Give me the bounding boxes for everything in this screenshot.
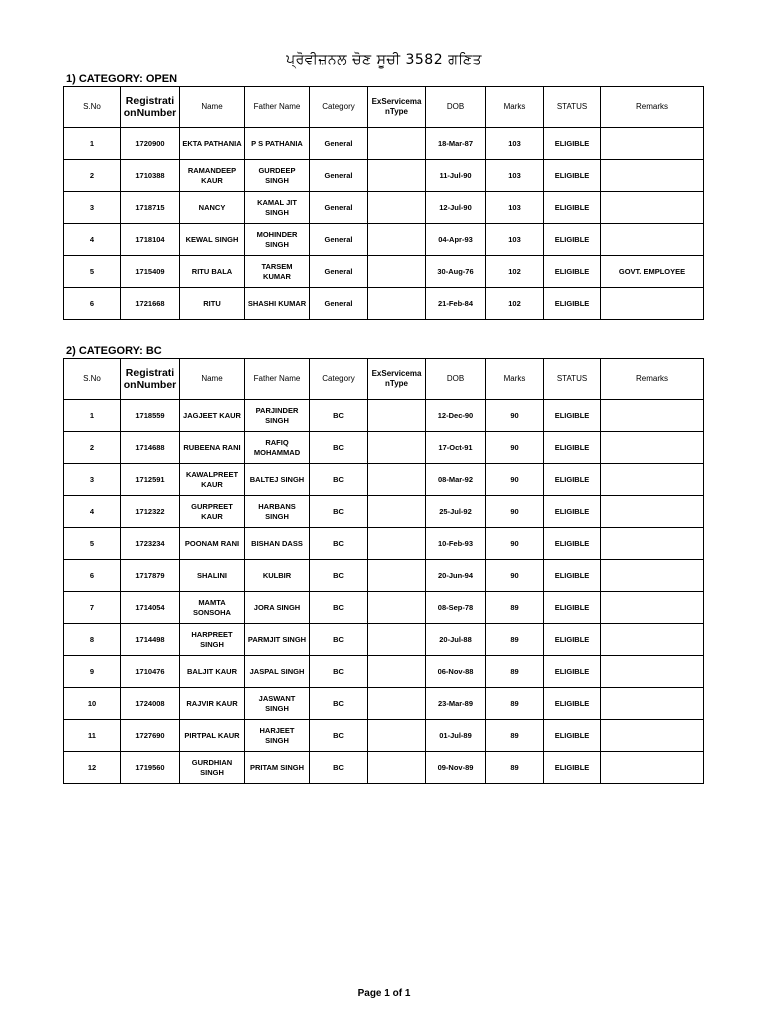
cell-father-name: JORA SINGH bbox=[245, 592, 310, 624]
cell-dob: 11-Jul-90 bbox=[426, 160, 486, 192]
cell-remarks bbox=[601, 624, 704, 656]
cell-dob: 20-Jun-94 bbox=[426, 560, 486, 592]
cell-name: KAWALPREET KAUR bbox=[180, 464, 245, 496]
cell-marks: 90 bbox=[486, 496, 544, 528]
cell-remarks bbox=[601, 720, 704, 752]
cell-status: ELIGIBLE bbox=[544, 160, 601, 192]
cell-exserviceman bbox=[368, 128, 426, 160]
cell-sno: 4 bbox=[64, 224, 121, 256]
cell-sno: 5 bbox=[64, 528, 121, 560]
cell-name: GURPREET KAUR bbox=[180, 496, 245, 528]
cell-category: BC bbox=[310, 624, 368, 656]
cell-dob: 18-Mar-87 bbox=[426, 128, 486, 160]
section-bc-label: 2) CATEGORY: BC bbox=[66, 345, 162, 357]
cell-category: General bbox=[310, 288, 368, 320]
cell-status: ELIGIBLE bbox=[544, 560, 601, 592]
table-row bbox=[64, 400, 704, 432]
cell-status: ELIGIBLE bbox=[544, 528, 601, 560]
cell-exserviceman bbox=[368, 656, 426, 688]
cell-status: ELIGIBLE bbox=[544, 224, 601, 256]
cell-sno: 1 bbox=[64, 400, 121, 432]
col-header-status: STATUS bbox=[544, 359, 601, 400]
cell-exserviceman bbox=[368, 496, 426, 528]
cell-sno: 6 bbox=[64, 560, 121, 592]
col-header-exserviceman: ExServicemanType bbox=[368, 87, 426, 128]
cell-dob: 01-Jul-89 bbox=[426, 720, 486, 752]
cell-remarks bbox=[601, 656, 704, 688]
cell-marks: 103 bbox=[486, 160, 544, 192]
table-row bbox=[64, 592, 704, 624]
cell-dob: 20-Jul-88 bbox=[426, 624, 486, 656]
col-header-dob: DOB bbox=[426, 359, 486, 400]
cell-dob: 09-Nov-89 bbox=[426, 752, 486, 784]
cell-name: BALJIT KAUR bbox=[180, 656, 245, 688]
cell-sno: 8 bbox=[64, 624, 121, 656]
cell-exserviceman bbox=[368, 752, 426, 784]
cell-remarks bbox=[601, 496, 704, 528]
cell-marks: 89 bbox=[486, 624, 544, 656]
cell-name: PIRTPAL KAUR bbox=[180, 720, 245, 752]
cell-marks: 89 bbox=[486, 656, 544, 688]
cell-sno: 9 bbox=[64, 656, 121, 688]
cell-sno: 10 bbox=[64, 688, 121, 720]
cell-registration: 1727690 bbox=[121, 720, 180, 752]
col-header-sno: S.No bbox=[64, 359, 121, 400]
cell-name: RITU BALA bbox=[180, 256, 245, 288]
cell-registration: 1723234 bbox=[121, 528, 180, 560]
cell-exserviceman bbox=[368, 592, 426, 624]
cell-marks: 103 bbox=[486, 224, 544, 256]
cell-sno: 7 bbox=[64, 592, 121, 624]
cell-dob: 17-Oct-91 bbox=[426, 432, 486, 464]
cell-status: ELIGIBLE bbox=[544, 752, 601, 784]
cell-dob: 08-Sep-78 bbox=[426, 592, 486, 624]
cell-sno: 2 bbox=[64, 160, 121, 192]
cell-father-name: PRITAM SINGH bbox=[245, 752, 310, 784]
table-row bbox=[64, 688, 704, 720]
cell-name: HARPREET SINGH bbox=[180, 624, 245, 656]
cell-marks: 90 bbox=[486, 464, 544, 496]
bc-category-table bbox=[63, 358, 704, 784]
cell-category: BC bbox=[310, 752, 368, 784]
cell-father-name: KULBIR bbox=[245, 560, 310, 592]
cell-exserviceman bbox=[368, 400, 426, 432]
cell-category: BC bbox=[310, 400, 368, 432]
cell-father-name: KAMAL JIT SINGH bbox=[245, 192, 310, 224]
cell-remarks bbox=[601, 224, 704, 256]
cell-father-name: RAFIQ MOHAMMAD bbox=[245, 432, 310, 464]
cell-status: ELIGIBLE bbox=[544, 400, 601, 432]
cell-remarks bbox=[601, 560, 704, 592]
cell-father-name: HARJEET SINGH bbox=[245, 720, 310, 752]
cell-status: ELIGIBLE bbox=[544, 432, 601, 464]
cell-remarks bbox=[601, 528, 704, 560]
cell-status: ELIGIBLE bbox=[544, 592, 601, 624]
cell-name: GURDHIAN SINGH bbox=[180, 752, 245, 784]
cell-dob: 04-Apr-93 bbox=[426, 224, 486, 256]
cell-registration: 1717879 bbox=[121, 560, 180, 592]
table-row bbox=[64, 192, 704, 224]
cell-registration: 1719560 bbox=[121, 752, 180, 784]
table-row bbox=[64, 224, 704, 256]
cell-marks: 102 bbox=[486, 256, 544, 288]
cell-status: ELIGIBLE bbox=[544, 688, 601, 720]
cell-status: ELIGIBLE bbox=[544, 624, 601, 656]
table-row bbox=[64, 752, 704, 784]
cell-father-name: BISHAN DASS bbox=[245, 528, 310, 560]
cell-exserviceman bbox=[368, 720, 426, 752]
table-row bbox=[64, 624, 704, 656]
cell-registration: 1724008 bbox=[121, 688, 180, 720]
cell-dob: 25-Jul-92 bbox=[426, 496, 486, 528]
cell-category: BC bbox=[310, 432, 368, 464]
cell-father-name: TARSEM KUMAR bbox=[245, 256, 310, 288]
cell-status: ELIGIBLE bbox=[544, 288, 601, 320]
cell-name: RUBEENA RANI bbox=[180, 432, 245, 464]
cell-exserviceman bbox=[368, 224, 426, 256]
cell-exserviceman bbox=[368, 160, 426, 192]
cell-registration: 1718715 bbox=[121, 192, 180, 224]
cell-father-name: JASWANT SINGH bbox=[245, 688, 310, 720]
cell-exserviceman bbox=[368, 560, 426, 592]
cell-dob: 06-Nov-88 bbox=[426, 656, 486, 688]
cell-marks: 102 bbox=[486, 288, 544, 320]
col-header-category: Category bbox=[310, 359, 368, 400]
cell-father-name: PARMJIT SINGH bbox=[245, 624, 310, 656]
cell-category: BC bbox=[310, 592, 368, 624]
cell-remarks bbox=[601, 432, 704, 464]
section-open-label: 1) CATEGORY: OPEN bbox=[66, 73, 178, 85]
cell-exserviceman bbox=[368, 288, 426, 320]
col-header-marks: Marks bbox=[486, 359, 544, 400]
cell-name: RAMANDEEP KAUR bbox=[180, 160, 245, 192]
cell-remarks bbox=[601, 592, 704, 624]
table-header-row bbox=[64, 87, 704, 128]
col-header-status: STATUS bbox=[544, 87, 601, 128]
cell-remarks bbox=[601, 464, 704, 496]
cell-category: BC bbox=[310, 560, 368, 592]
page-footer: Page 1 of 1 bbox=[357, 988, 411, 999]
cell-sno: 12 bbox=[64, 752, 121, 784]
open-category-table bbox=[63, 86, 704, 320]
cell-registration: 1721668 bbox=[121, 288, 180, 320]
cell-remarks bbox=[601, 400, 704, 432]
cell-name: KEWAL SINGH bbox=[180, 224, 245, 256]
bc-table-body bbox=[64, 400, 704, 784]
cell-sno: 3 bbox=[64, 464, 121, 496]
cell-marks: 90 bbox=[486, 528, 544, 560]
col-header-registration: RegistrationNumber bbox=[121, 359, 180, 400]
cell-remarks bbox=[601, 752, 704, 784]
cell-father-name: JASPAL SINGH bbox=[245, 656, 310, 688]
cell-name: MAMTA SONSOHA bbox=[180, 592, 245, 624]
cell-name: EKTA PATHANIA bbox=[180, 128, 245, 160]
cell-status: ELIGIBLE bbox=[544, 720, 601, 752]
cell-father-name: MOHINDER SINGH bbox=[245, 224, 310, 256]
cell-registration: 1712322 bbox=[121, 496, 180, 528]
cell-father-name: PARJINDER SINGH bbox=[245, 400, 310, 432]
cell-registration: 1714688 bbox=[121, 432, 180, 464]
table-header-row bbox=[64, 359, 704, 400]
page-title: ਪ੍ਰੋਵੀਜ਼ਨਲ ਚੋਣ ਸੂਚੀ 3582 ਗਣਿਤ bbox=[286, 52, 482, 68]
table-row bbox=[64, 160, 704, 192]
table-row bbox=[64, 496, 704, 528]
cell-category: General bbox=[310, 256, 368, 288]
cell-marks: 90 bbox=[486, 400, 544, 432]
col-header-dob: DOB bbox=[426, 87, 486, 128]
cell-registration: 1718104 bbox=[121, 224, 180, 256]
cell-sno: 11 bbox=[64, 720, 121, 752]
cell-marks: 90 bbox=[486, 560, 544, 592]
cell-dob: 23-Mar-89 bbox=[426, 688, 486, 720]
cell-exserviceman bbox=[368, 528, 426, 560]
cell-remarks bbox=[601, 192, 704, 224]
cell-marks: 89 bbox=[486, 720, 544, 752]
cell-dob: 10-Feb-93 bbox=[426, 528, 486, 560]
cell-sno: 5 bbox=[64, 256, 121, 288]
table-row bbox=[64, 464, 704, 496]
cell-name: POONAM RANI bbox=[180, 528, 245, 560]
col-header-father-name: Father Name bbox=[245, 87, 310, 128]
cell-category: General bbox=[310, 128, 368, 160]
cell-status: ELIGIBLE bbox=[544, 256, 601, 288]
cell-registration: 1718559 bbox=[121, 400, 180, 432]
table-row bbox=[64, 720, 704, 752]
cell-name: NANCY bbox=[180, 192, 245, 224]
cell-remarks bbox=[601, 160, 704, 192]
col-header-name: Name bbox=[180, 87, 245, 128]
cell-category: BC bbox=[310, 688, 368, 720]
cell-dob: 12-Dec-90 bbox=[426, 400, 486, 432]
cell-father-name: HARBANS SINGH bbox=[245, 496, 310, 528]
table-row bbox=[64, 656, 704, 688]
table-row bbox=[64, 256, 704, 288]
cell-name: SHALINI bbox=[180, 560, 245, 592]
cell-remarks bbox=[601, 288, 704, 320]
cell-marks: 89 bbox=[486, 688, 544, 720]
cell-registration: 1714498 bbox=[121, 624, 180, 656]
cell-father-name: SHASHI KUMAR bbox=[245, 288, 310, 320]
cell-marks: 90 bbox=[486, 432, 544, 464]
cell-category: BC bbox=[310, 496, 368, 528]
cell-father-name: P S PATHANIA bbox=[245, 128, 310, 160]
col-header-registration: RegistrationNumber bbox=[121, 87, 180, 128]
col-header-category: Category bbox=[310, 87, 368, 128]
cell-status: ELIGIBLE bbox=[544, 128, 601, 160]
cell-status: ELIGIBLE bbox=[544, 464, 601, 496]
cell-marks: 89 bbox=[486, 752, 544, 784]
col-header-name: Name bbox=[180, 359, 245, 400]
cell-father-name: GURDEEP SINGH bbox=[245, 160, 310, 192]
cell-remarks bbox=[601, 128, 704, 160]
cell-sno: 2 bbox=[64, 432, 121, 464]
cell-registration: 1715409 bbox=[121, 256, 180, 288]
cell-name: JAGJEET KAUR bbox=[180, 400, 245, 432]
col-header-sno: S.No bbox=[64, 87, 121, 128]
col-header-remarks: Remarks bbox=[601, 359, 704, 400]
table-row bbox=[64, 528, 704, 560]
cell-category: General bbox=[310, 160, 368, 192]
cell-exserviceman bbox=[368, 256, 426, 288]
cell-remarks bbox=[601, 688, 704, 720]
cell-dob: 12-Jul-90 bbox=[426, 192, 486, 224]
cell-dob: 08-Mar-92 bbox=[426, 464, 486, 496]
cell-sno: 3 bbox=[64, 192, 121, 224]
cell-remarks: GOVT. EMPLOYEE bbox=[601, 256, 704, 288]
table-row bbox=[64, 432, 704, 464]
cell-status: ELIGIBLE bbox=[544, 192, 601, 224]
cell-exserviceman bbox=[368, 192, 426, 224]
col-header-exserviceman: ExServicemanType bbox=[368, 359, 426, 400]
cell-status: ELIGIBLE bbox=[544, 656, 601, 688]
cell-name: RITU bbox=[180, 288, 245, 320]
cell-dob: 30-Aug-76 bbox=[426, 256, 486, 288]
cell-father-name: BALTEJ SINGH bbox=[245, 464, 310, 496]
cell-marks: 89 bbox=[486, 592, 544, 624]
cell-category: General bbox=[310, 224, 368, 256]
cell-sno: 4 bbox=[64, 496, 121, 528]
cell-marks: 103 bbox=[486, 128, 544, 160]
table-row bbox=[64, 560, 704, 592]
table-row bbox=[64, 128, 704, 160]
cell-registration: 1710476 bbox=[121, 656, 180, 688]
table-row bbox=[64, 288, 704, 320]
cell-dob: 21-Feb-84 bbox=[426, 288, 486, 320]
cell-status: ELIGIBLE bbox=[544, 496, 601, 528]
cell-registration: 1720900 bbox=[121, 128, 180, 160]
cell-registration: 1710388 bbox=[121, 160, 180, 192]
cell-category: BC bbox=[310, 528, 368, 560]
col-header-marks: Marks bbox=[486, 87, 544, 128]
cell-sno: 1 bbox=[64, 128, 121, 160]
cell-sno: 6 bbox=[64, 288, 121, 320]
cell-category: BC bbox=[310, 720, 368, 752]
open-table-body bbox=[64, 128, 704, 320]
cell-name: RAJVIR KAUR bbox=[180, 688, 245, 720]
col-header-father-name: Father Name bbox=[245, 359, 310, 400]
cell-category: BC bbox=[310, 656, 368, 688]
cell-exserviceman bbox=[368, 688, 426, 720]
col-header-remarks: Remarks bbox=[601, 87, 704, 128]
cell-registration: 1714054 bbox=[121, 592, 180, 624]
cell-registration: 1712591 bbox=[121, 464, 180, 496]
cell-exserviceman bbox=[368, 624, 426, 656]
cell-exserviceman bbox=[368, 432, 426, 464]
cell-category: BC bbox=[310, 464, 368, 496]
cell-exserviceman bbox=[368, 464, 426, 496]
cell-marks: 103 bbox=[486, 192, 544, 224]
cell-category: General bbox=[310, 192, 368, 224]
